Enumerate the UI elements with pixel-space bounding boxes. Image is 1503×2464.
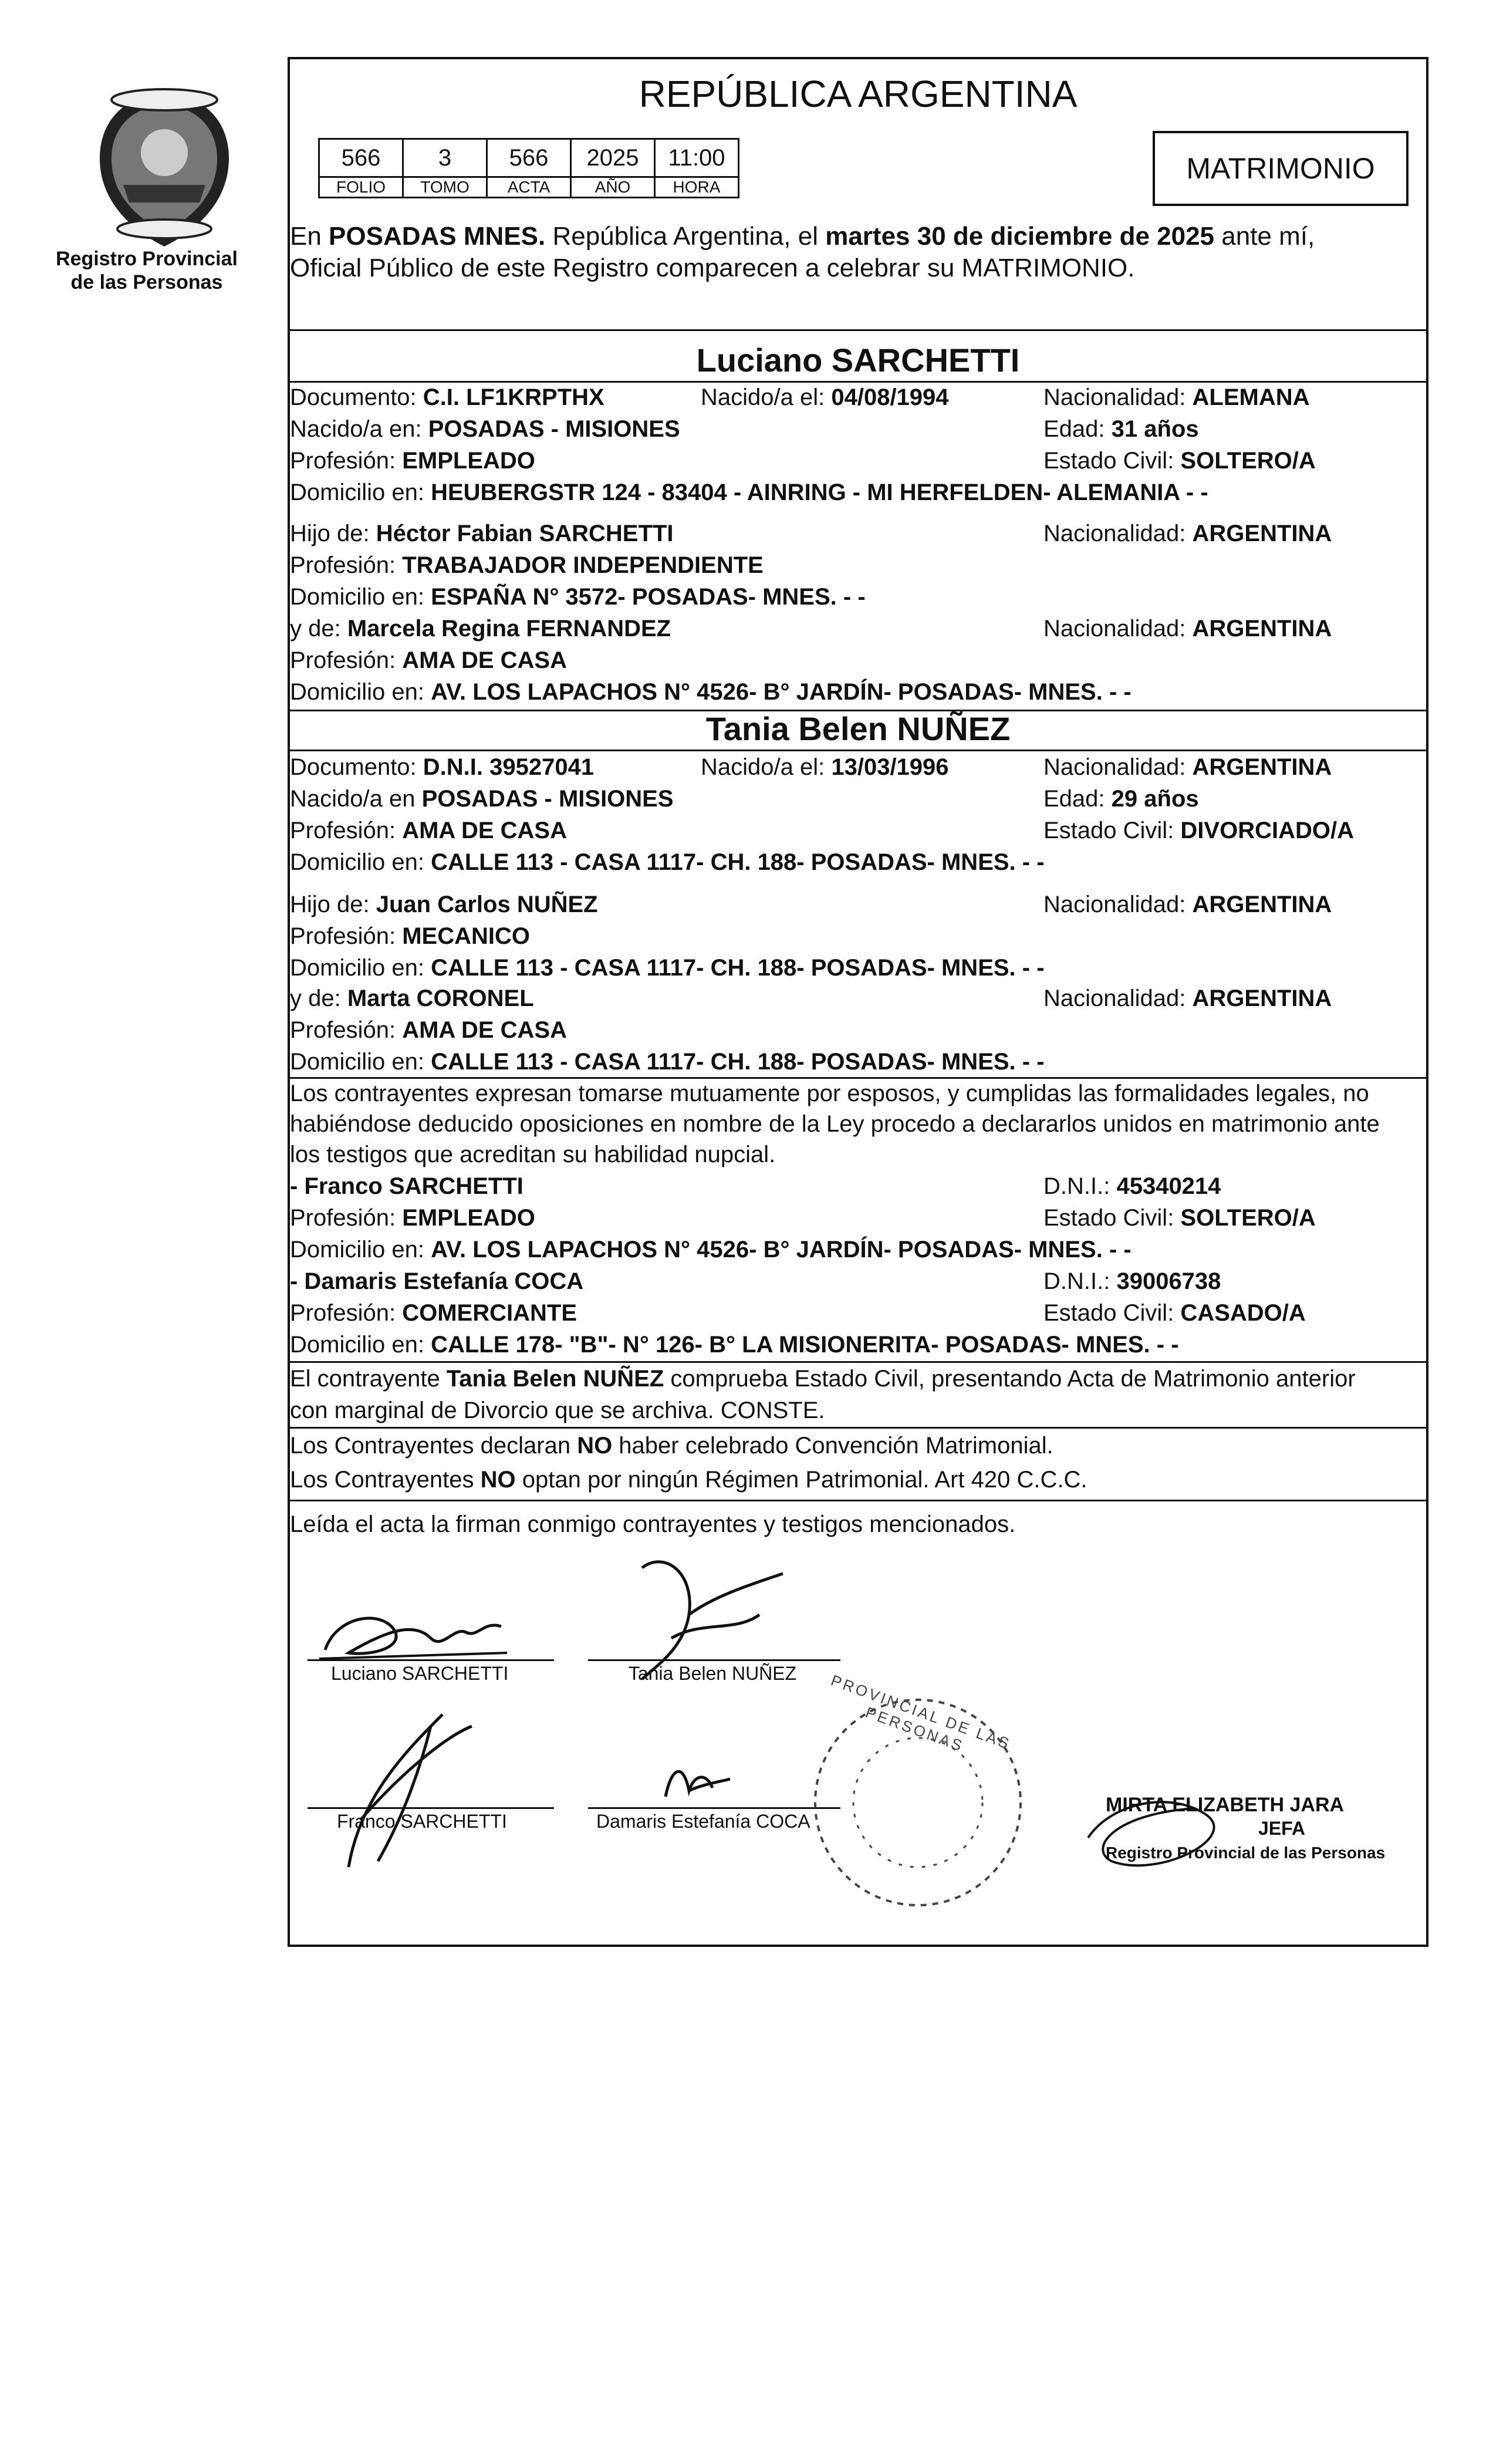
spouse1-name: Luciano SARCHETTI [696,342,1020,379]
spouse1-row-doc: Documento: C.I. LF1KRPTHX Nacido/a el: 04/08/1994 Nacionalidad: ALEMANA [290,384,1310,410]
intro-line1: En POSADAS MNES. República Argentina, el martes 30 de diciembre de 2025 ante mí, [290,222,1315,251]
divider [290,1500,1426,1501]
misiones-seal-icon [88,82,241,258]
divider [290,750,1426,751]
divider [290,1427,1426,1429]
provincial-logo [88,82,241,258]
note-line2: con marginal de Divorcio que se archiva. CONSTE. [290,1398,825,1423]
spouse2-row-father-addr: Domicilio en: CALLE 113 - CASA 1117- CH. 188- POSADAS- MNES. - - [290,955,1045,981]
hora-label: HORA [655,177,739,198]
spouse1-row-father: Hijo de: Héctor Fabian SARCHETTI Nacionalidad: ARGENTINA [290,521,1332,546]
spouse1-row-address: Domicilio en: HEUBERGSTR 124 - 83404 - AINRING - MI HERFELDEN- ALEMANIA - - [290,480,1208,505]
spouse1-row-father-prof: Profesión: TRABAJADOR INDEPENDIENTE [290,552,764,578]
witness1-row-name: - Franco SARCHETTI D.N.I.: 45340214 [290,1173,1221,1199]
folio-label: FOLIO [319,177,403,198]
spouse2-row-doc: Documento: D.N.I. 39527041 Nacido/a el: 13/03/1996 Nacionalidad: ARGENTINA [290,754,1332,780]
acta-value: 566 [487,139,571,177]
signature-label-luciano: Luciano SARCHETTI [331,1663,509,1684]
signature-franco [325,1703,478,1879]
regime-line1: Los Contrayentes declaran NO haber celebrado Convención Matrimonial. [290,1433,1053,1459]
tomo-value: 3 [403,139,487,177]
witness1-row-addr: Domicilio en: AV. LOS LAPACHOS N° 4526- B° JARDÍN- POSADAS- MNES. - - [290,1237,1132,1263]
declaration-line3: los testigos que acreditan su habilidad nupcial. [290,1142,776,1167]
signature-luciano [313,1597,513,1673]
signature-damaris [654,1756,736,1808]
acta-label: ACTA [487,177,571,198]
hora-value: 11:00 [655,139,739,177]
ano-label: AÑO [571,177,655,198]
signature-label-damaris: Damaris Estefanía COCA [596,1811,810,1832]
intro-line2: Oficial Público de este Registro comparecen a celebrar su MATRIMONIO. [290,254,1135,282]
declaration-line2: habiéndose deducido oposiciones en nombre de la Ley procedo a declararlos unidos en matrimonio ante [290,1111,1380,1137]
declaration-line1: Los contrayentes expresan tomarse mutuamente por esposos, y cumplidas las formalidades legales, no [290,1081,1369,1106]
marriage-certificate-form [288,57,1428,1947]
witness2-row-name: - Damaris Estefanía COCA D.N.I.: 39006738 [290,1268,1221,1294]
registration-table [318,138,739,198]
spouse2-name: Tania Belen NUÑEZ [705,710,1011,747]
official-office: Registro Provincial de las Personas [1106,1844,1386,1862]
folio-value: 566 [319,139,403,177]
spouse1-row-mother-prof: Profesión: AMA DE CASA [290,647,567,673]
signature-line [308,1659,554,1661]
official-name: MIRTA ELIZABETH JARA [1106,1794,1345,1816]
spouse2-row-prof: Profesión: AMA DE CASA Estado Civil: DIVORCIADO/A [290,818,1354,843]
witness1-row-prof: Profesión: EMPLEADO Estado Civil: SOLTERO/A [290,1205,1316,1231]
note-line1: El contrayente Tania Belen NUÑEZ comprueba Estado Civil, presentando Acta de Matrimonio anterior [290,1366,1356,1392]
seal-text: PROVINCIAL DE LAS PERSONAS [828,1671,1014,1756]
signature-line [588,1807,840,1809]
registry-line2: de las Personas [70,271,223,293]
signature-label-tania: Tania Belen NUÑEZ [628,1663,797,1684]
spouse1-row-prof: Profesión: EMPLEADO Estado Civil: SOLTERO/A [290,448,1316,474]
spouse2-row-birthplace: Nacido/a en POSADAS - MISIONES Edad: 29 años [290,786,1199,812]
spouse2-row-mother-prof: Profesión: AMA DE CASA [290,1017,567,1043]
ano-value: 2025 [571,139,655,177]
spouse1-row-mother: y de: Marcela Regina FERNANDEZ Nacionalidad: ARGENTINA [290,616,1332,642]
act-type-box: MATRIMONIO [1153,131,1409,206]
page-title: REPÚBLICA ARGENTINA [639,73,1078,115]
spouse2-row-mother: y de: Marta CORONEL Nacionalidad: ARGENTINA [290,985,1332,1011]
spouse2-row-address: Domicilio en: CALLE 113 - CASA 1117- CH. 188- POSADAS- MNES. - - [290,849,1045,875]
official-role: JEFA [1258,1818,1306,1839]
signature-line [588,1659,840,1661]
spouse1-row-father-addr: Domicilio en: ESPAÑA N° 3572- POSADAS- MNES. - - [290,584,866,610]
registry-line1: Registro Provincial [56,248,238,270]
spouse2-row-father-prof: Profesión: MECANICO [290,923,530,949]
regime-line2: Los Contrayentes NO optan por ningún Régimen Patrimonial. Art 420 C.C.C. [290,1467,1087,1493]
spouse1-row-birthplace: Nacido/a en: POSADAS - MISIONES Edad: 31 años [290,416,1199,442]
divider [290,329,1426,331]
closing-text: Leída el acta la firman conmigo contrayentes y testigos mencionados. [290,1511,1016,1537]
witness2-row-prof: Profesión: COMERCIANTE Estado Civil: CASADO/A [290,1300,1306,1326]
spouse1-row-mother-addr: Domicilio en: AV. LOS LAPACHOS N° 4526- B° JARDÍN- POSADAS- MNES. - - [290,679,1132,705]
spouse2-row-father: Hijo de: Juan Carlos NUÑEZ Nacionalidad: ARGENTINA [290,892,1332,917]
witness2-row-addr: Domicilio en: CALLE 178- "B"- N° 126- B° LA MISIONERITA- POSADAS- MNES. - - [290,1332,1179,1358]
spouse2-row-mother-addr: Domicilio en: CALLE 113 - CASA 1117- CH. 188- POSADAS- MNES. - - [290,1049,1045,1075]
tomo-label: TOMO [403,177,487,198]
divider [290,1361,1426,1363]
signature-label-franco: Franco SARCHETTI [337,1811,507,1832]
signature-line [308,1807,554,1809]
